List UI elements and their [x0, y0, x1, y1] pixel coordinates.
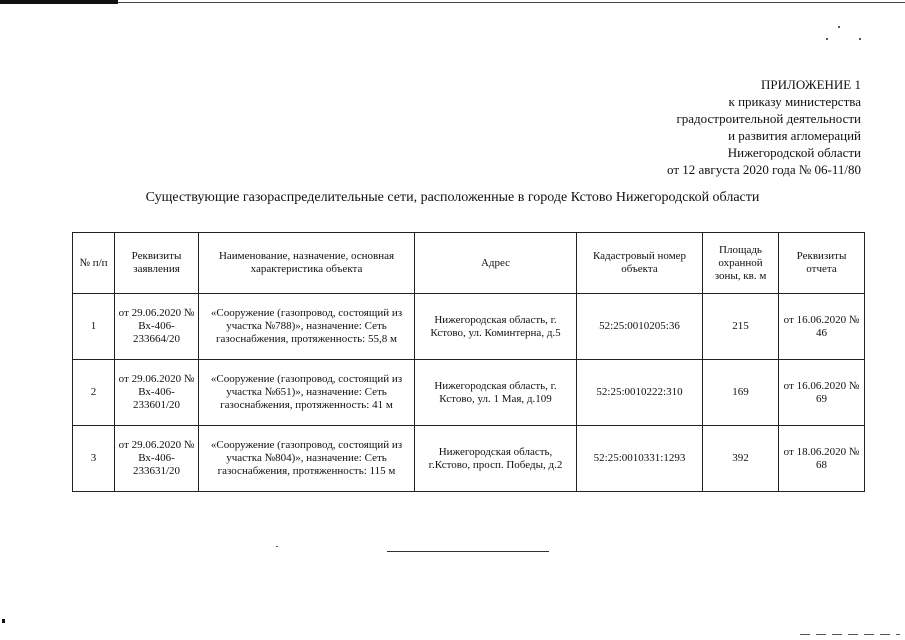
cell-area: 392 [703, 426, 779, 492]
column-header-cadastral: Кадастровый номер объекта [577, 233, 703, 294]
table-row [73, 294, 865, 360]
cell-application: от 29.06.2020 № Вх-406-233601/20 [115, 360, 199, 426]
appendix-order-line: к приказу министерства [728, 94, 861, 109]
column-header-area: Площадь охранной зоны, кв. м [703, 233, 779, 294]
column-header-application: Реквизиты заявления [115, 233, 199, 294]
scan-speck [826, 38, 828, 40]
appendix-ministry-line: градостроительной деятельности [676, 111, 861, 126]
appendix-region-line: Нижегородской области [727, 145, 861, 160]
table-header-row [73, 233, 865, 294]
scan-top-edge-mark [0, 0, 118, 4]
cell-area: 169 [703, 360, 779, 426]
column-header-address: Адрес [415, 233, 577, 294]
scan-speck [276, 546, 278, 547]
column-header-report: Реквизиты отчета [779, 233, 865, 294]
cell-report: от 18.06.2020 № 68 [779, 426, 865, 492]
document-title: Существующие газораспределительные сети, расположенные в городе Кстово Нижегородской области [145, 190, 760, 205]
scan-speck [838, 26, 840, 28]
appendix-ministry-line: и развития агломераций [728, 128, 861, 143]
gas-networks-table [72, 232, 865, 492]
cell-address: Нижегородская область, г. Кстово, ул. Коминтерна, д.5 [415, 294, 577, 360]
appendix-date-line: от 12 августа 2020 года № 06-11/80 [666, 162, 861, 177]
table-row [73, 426, 865, 492]
scan-speck [859, 38, 861, 40]
scan-top-edge-line [118, 2, 905, 3]
cell-report: от 16.06.2020 № 69 [779, 360, 865, 426]
appendix-number: ПРИЛОЖЕНИЕ 1 [761, 77, 861, 92]
cell-address: Нижегородская область, г. Кстово, ул. 1 Мая, д.109 [415, 360, 577, 426]
cell-cadastral: 52:25:0010331:1293 [577, 426, 703, 492]
column-header-object: Наименование, назначение, основная характеристика объекта [199, 233, 415, 294]
cell-area: 215 [703, 294, 779, 360]
scan-edge-mark [2, 619, 5, 623]
cell-number: 1 [73, 294, 115, 360]
scan-bottom-edge [800, 634, 900, 635]
cell-application: от 29.06.2020 № Вх-406-233631/20 [115, 426, 199, 492]
cell-number: 2 [73, 360, 115, 426]
cell-cadastral: 52:25:0010205:36 [577, 294, 703, 360]
cell-object: «Сооружение (газопровод, состоящий из участка №651)», назначение: Сеть газоснабжения, протяженность: 41 м [199, 360, 415, 426]
table-row [73, 360, 865, 426]
cell-cadastral: 52:25:0010222:310 [577, 360, 703, 426]
end-of-document-rule [387, 551, 549, 552]
cell-application: от 29.06.2020 № Вх-406-233664/20 [115, 294, 199, 360]
cell-object: «Сооружение (газопровод, состоящий из участка №788)», назначение: Сеть газоснабжения, протяженность: 55,8 м [199, 294, 415, 360]
cell-address: Нижегородская область, г.Кстово, просп. Победы, д.2 [415, 426, 577, 492]
cell-report: от 16.06.2020 № 46 [779, 294, 865, 360]
cell-number: 3 [73, 426, 115, 492]
cell-object: «Сооружение (газопровод, состоящий из участка №804)», назначение: Сеть газоснабжения, протяженность: 115 м [199, 426, 415, 492]
appendix-header [667, 76, 861, 178]
column-header-number: № п/п [73, 233, 115, 294]
